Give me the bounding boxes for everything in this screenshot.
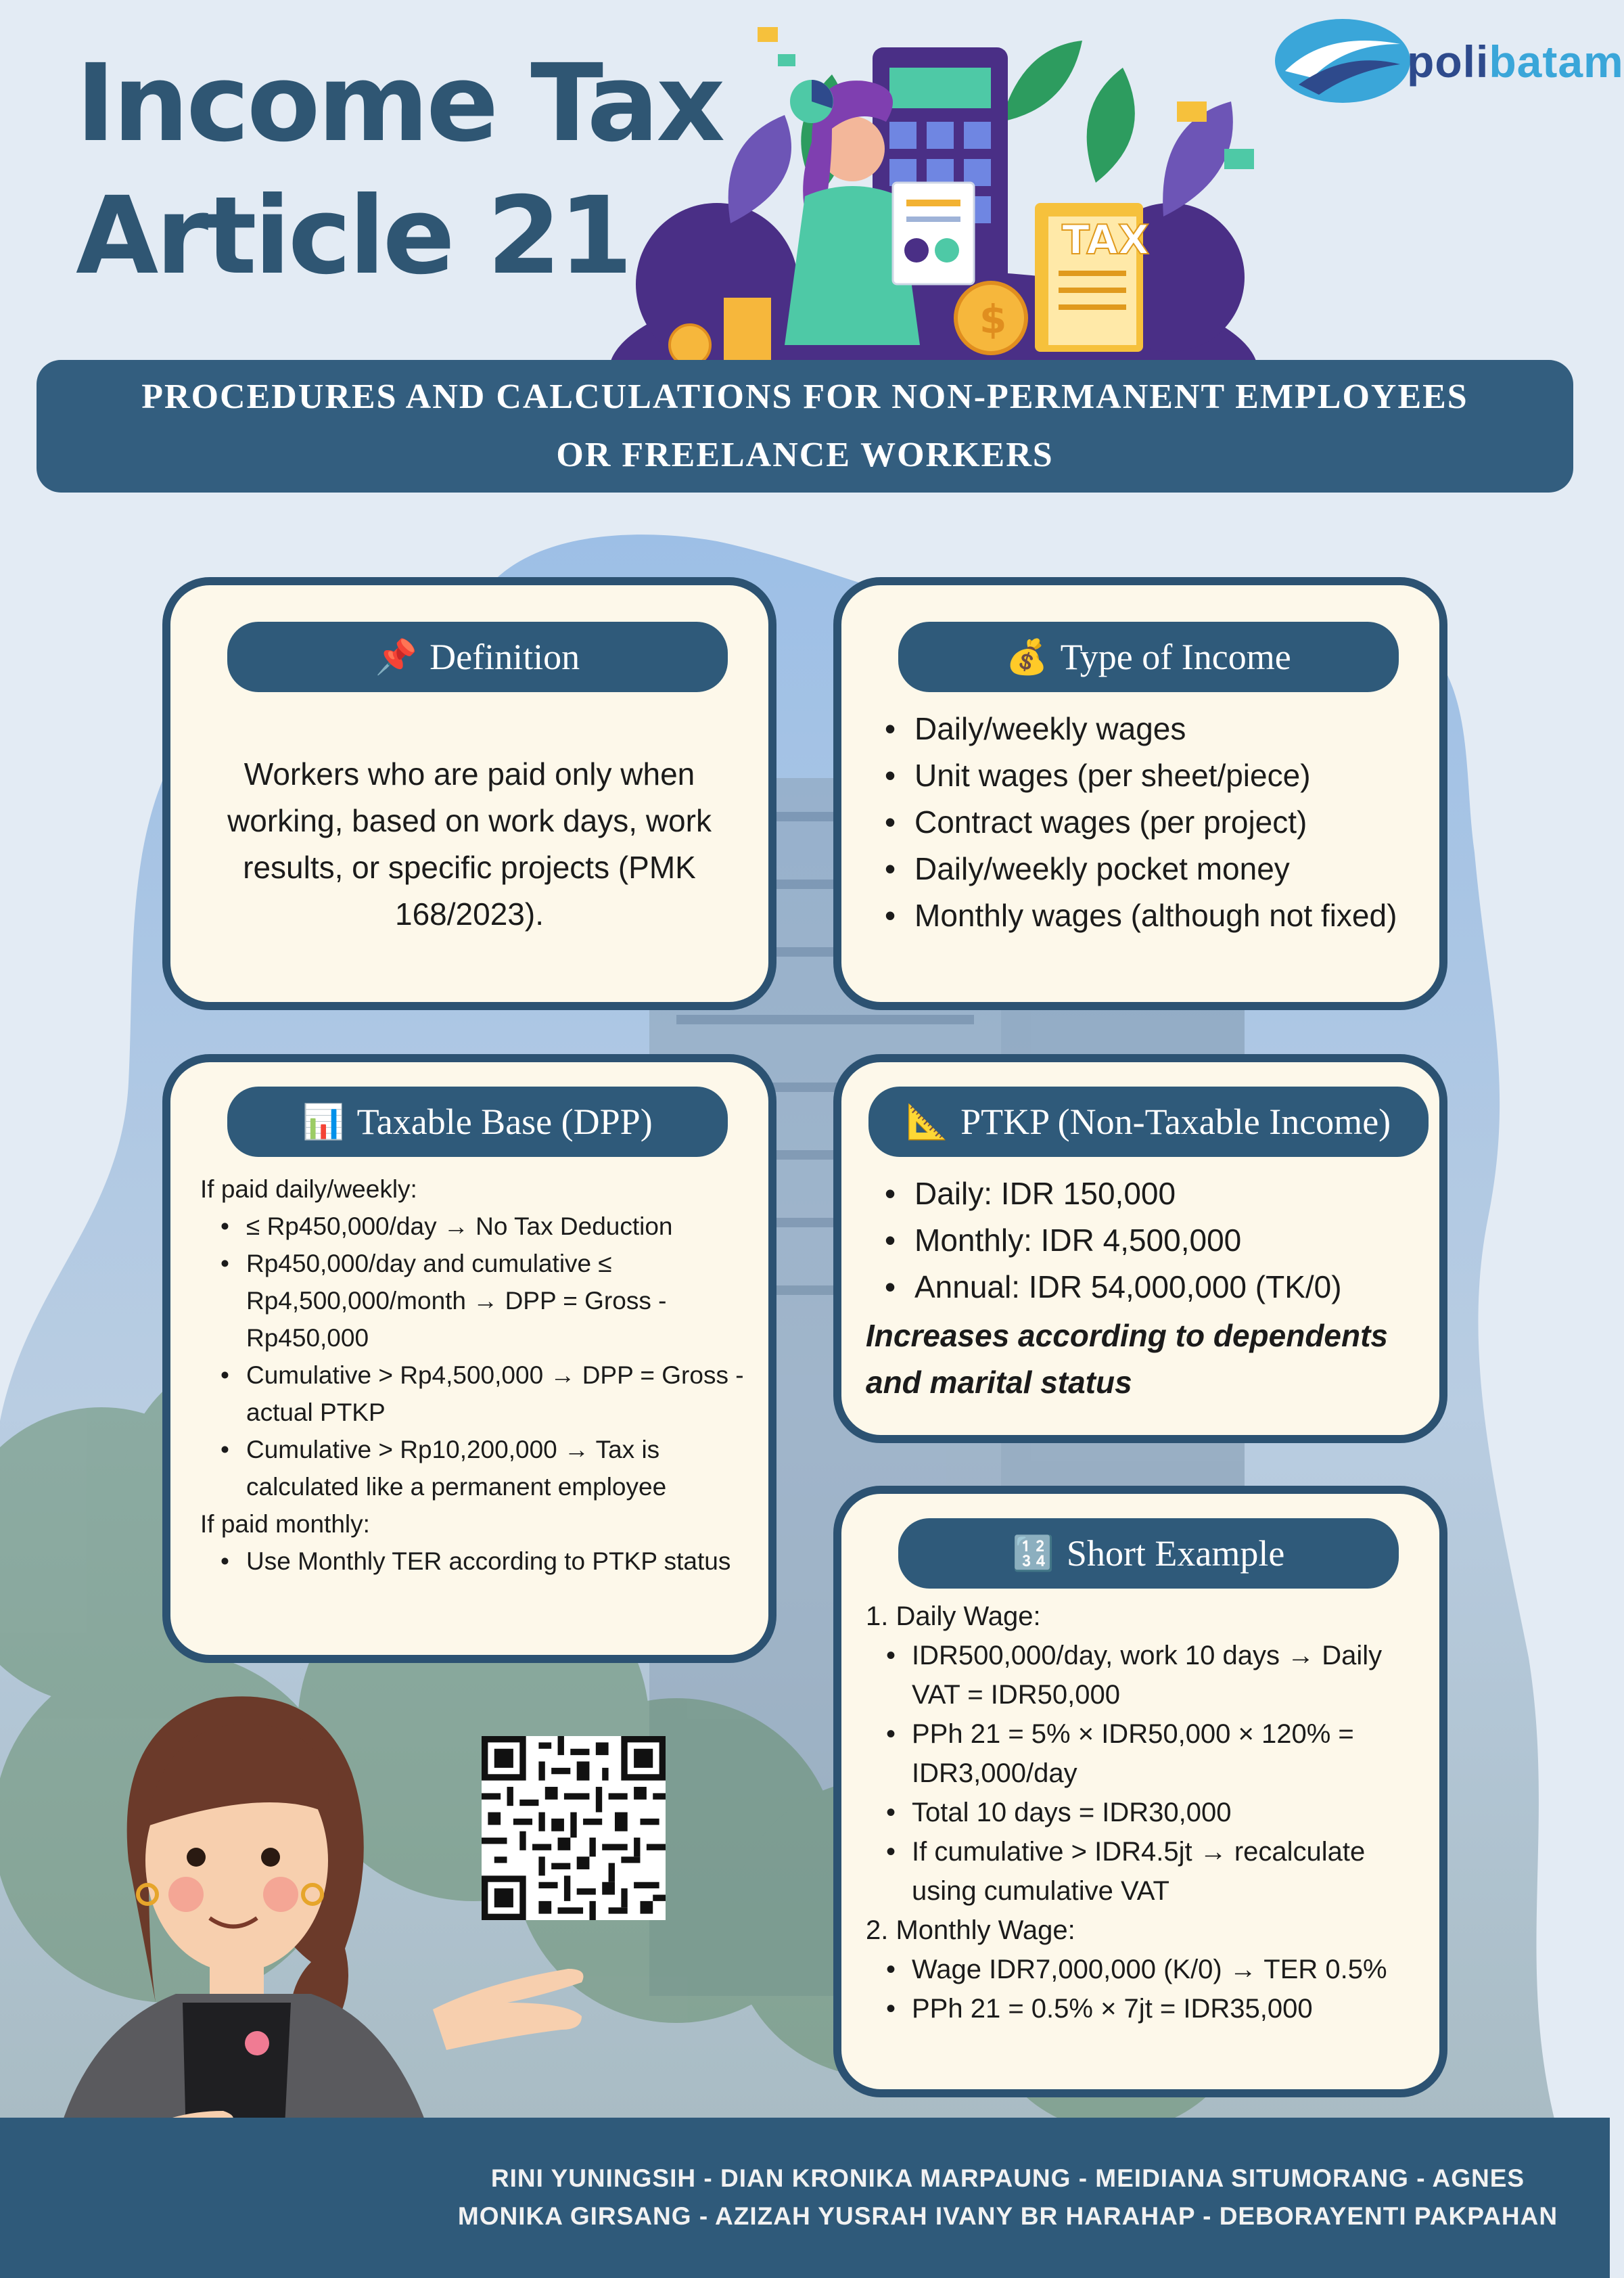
definition-card	[162, 577, 776, 1010]
numbers-icon: 🔢	[1012, 1533, 1054, 1573]
authors-line-1: RINI YUNINGSIH - DIAN KRONIKA MARPAUNG - MEIDIANA SITUMORANG - AGNES	[490, 2164, 1525, 2192]
subtitle-line-2: OR FREELANCE WORKERS	[556, 436, 1054, 474]
monthly-wage-heading: 2. Monthly Wage:	[866, 1915, 1075, 1945]
daily-heading: If paid daily/weekly:	[200, 1175, 417, 1203]
list-item: • Monthly wages (although not fixed)	[882, 892, 1423, 939]
bar-chart-icon: 📊	[302, 1101, 345, 1141]
authors	[433, 2160, 1583, 2235]
logo-mark-icon	[1272, 17, 1414, 105]
list-item: • IDR500,000/day, work 10 days → Daily VAT = IDR50,000	[866, 1636, 1434, 1714]
logo-wordmark: polibatam	[1407, 37, 1624, 87]
definition-text: Workers who are paid only when working, based on work days, work results, or specific projects (PMK 168/2023).	[227, 756, 712, 932]
definition-header: 📌 Definition	[227, 622, 728, 692]
short-example-card	[833, 1486, 1447, 2097]
pushpin-icon: 📌	[375, 637, 418, 677]
ptkp-header: 📐 PTKP (Non-Taxable Income)	[868, 1087, 1429, 1157]
monthly-heading: If paid monthly:	[200, 1510, 370, 1538]
list-item: • Contract wages (per project)	[882, 799, 1423, 846]
polibatam-logo	[1272, 17, 1624, 105]
taxable-base-content	[200, 1170, 755, 1580]
daily-wage-heading: 1. Daily Wage:	[866, 1601, 1041, 1631]
list-item: • Monthly: IDR 4,500,000	[882, 1217, 1430, 1264]
list-item: • Total 10 days = IDR30,000	[866, 1793, 1434, 1832]
list-item: • Cumulative > Rp10,200,000 → Tax is calculated like a permanent employee	[200, 1431, 755, 1505]
list-item: • Annual: IDR 54,000,000 (TK/0)	[882, 1264, 1430, 1311]
title-line-1: Income Tax	[76, 41, 723, 166]
ptkp-list	[882, 1170, 1430, 1311]
subtitle-line-1: PROCEDURES AND CALCULATIONS FOR NON-PERMANENT EMPLOYEES	[141, 378, 1468, 416]
authors-line-2: MONIKA GIRSANG - AZIZAH YUSRAH IVANY BR HARAHAP - DEBORAYENTI PAKPAHAN	[457, 2202, 1558, 2230]
svg-text:$: $	[979, 296, 1007, 342]
svg-text:TAX: TAX	[1062, 217, 1149, 264]
daily-rules-list	[200, 1208, 755, 1505]
income-type-list	[882, 706, 1423, 939]
daily-wage-list	[866, 1636, 1434, 1911]
title-line-2: Article 21	[76, 174, 630, 298]
list-item: • Use Monthly TER according to PTKP status	[200, 1543, 755, 1580]
list-item: • Wage IDR7,000,000 (K/0) → TER 0.5%	[866, 1950, 1434, 1989]
list-item: • If cumulative > IDR4.5jt → recalculate using cumulative VAT	[866, 1832, 1434, 1911]
taxable-base-card	[162, 1054, 776, 1663]
subtitle-banner	[37, 360, 1573, 493]
list-item: • PPh 21 = 0.5% × 7jt = IDR35,000	[866, 1989, 1434, 2028]
income-type-header: 💰 Type of Income	[898, 622, 1399, 692]
income-type-card	[833, 577, 1447, 1010]
list-item: • ≤ Rp450,000/day → No Tax Deduction	[200, 1208, 755, 1245]
list-item: • PPh 21 = 5% × IDR50,000 × 120% = IDR3,000/day	[866, 1714, 1434, 1793]
taxable-base-header: 📊 Taxable Base (DPP)	[227, 1087, 728, 1157]
list-item: • Daily: IDR 150,000	[882, 1170, 1430, 1217]
short-example-header: 🔢 Short Example	[898, 1518, 1399, 1589]
list-item: • Daily/weekly wages	[882, 706, 1423, 752]
money-bag-icon: 💰	[1006, 637, 1048, 677]
list-item: • Rp450,000/day and cumulative ≤ Rp4,500,000/month → DPP = Gross - Rp450,000	[200, 1245, 755, 1357]
list-item: • Unit wages (per sheet/piece)	[882, 752, 1423, 799]
monthly-rules-list	[200, 1543, 755, 1580]
monthly-wage-list	[866, 1950, 1434, 2028]
list-item: • Daily/weekly pocket money	[882, 846, 1423, 892]
tax-illustration	[595, 20, 1272, 365]
ptkp-card	[833, 1054, 1447, 1443]
short-example-content	[866, 1597, 1434, 2028]
ptkp-note: Increases according to dependents and marital status	[866, 1318, 1389, 1400]
triangle-ruler-icon: 📐	[906, 1101, 949, 1141]
list-item: • Cumulative > Rp4,500,000 → DPP = Gross - actual PTKP	[200, 1357, 755, 1431]
